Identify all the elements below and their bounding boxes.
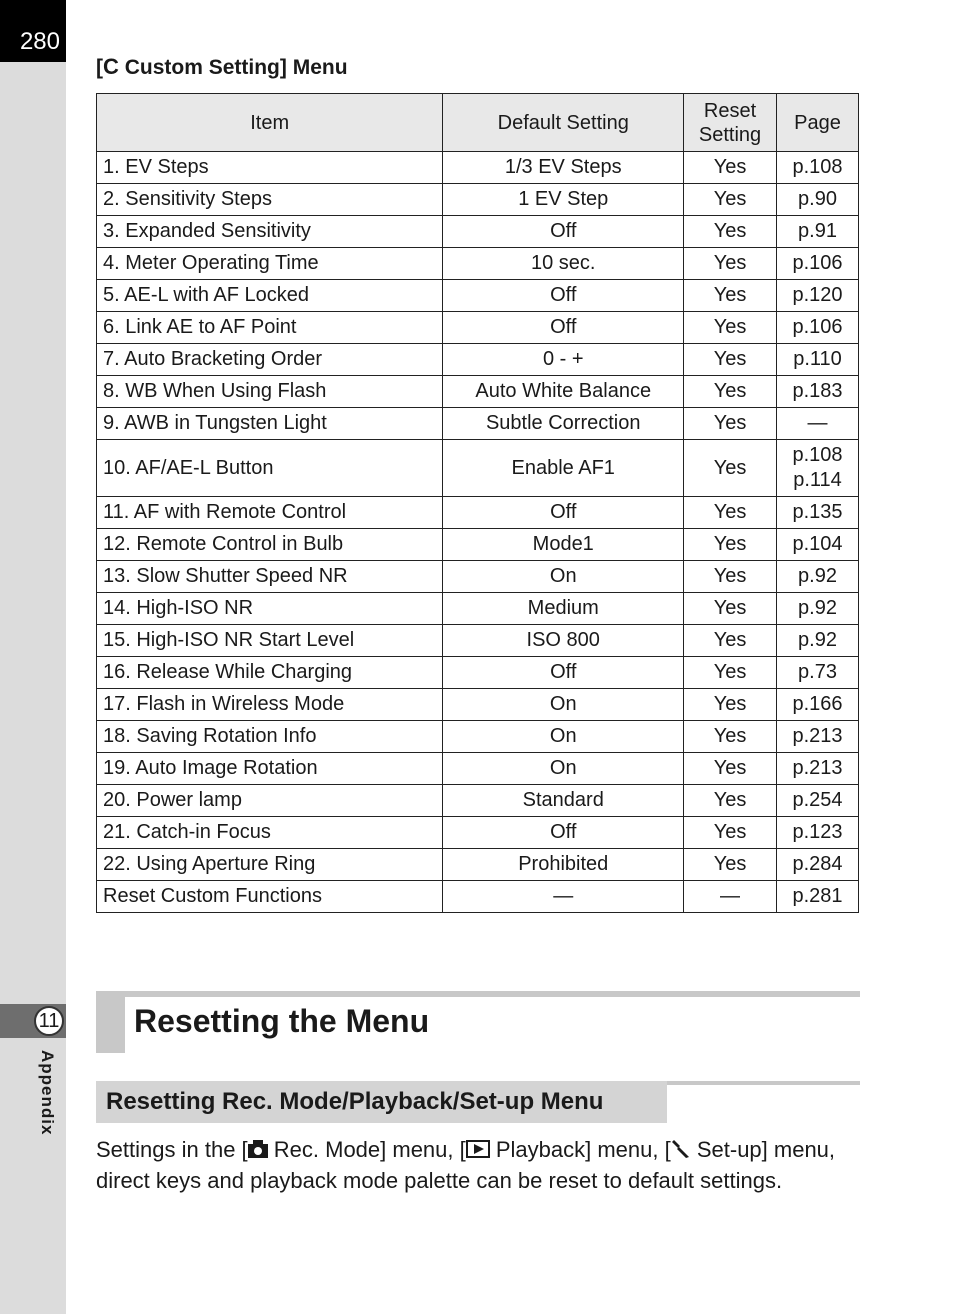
item-cell: 10. AF/AE-L Button [97,440,443,497]
table-row [97,561,859,593]
page-ref: p.106 [792,316,843,338]
default-cell: Prohibited [443,849,684,881]
reset-cell: Yes [684,152,777,184]
item-cell: 15. High-ISO NR Start Level [97,625,443,657]
item-cell: 17. Flash in Wireless Mode [97,689,443,721]
page-cell [777,408,859,440]
table-header-row [97,94,859,152]
table-row [97,344,859,376]
item-cell: 22. Using Aperture Ring [97,849,443,881]
table-row [97,817,859,849]
section-title-bar [96,991,860,1053]
reset-cell: Yes [684,497,777,529]
column-header: Page [777,94,859,152]
reset-cell: Yes [684,785,777,817]
reset-cell: Yes [684,529,777,561]
chapter-number: 11 [34,1006,64,1036]
table-row [97,152,859,184]
page-ref: — [807,412,828,434]
reset-cell: Yes [684,721,777,753]
table-row [97,881,859,913]
heading-text: Custom Setting] Menu [118,56,348,79]
page-ref: p.284 [792,853,843,875]
item-cell: 3. Expanded Sensitivity [97,216,443,248]
item-cell: 7. Auto Bracketing Order [97,344,443,376]
table-row [97,593,859,625]
custom-setting-heading [96,54,348,80]
page-cell [777,280,859,312]
default-cell: Off [443,216,684,248]
page-ref: p.183 [792,380,843,402]
page-ref: p.135 [792,501,843,523]
subsection-bar [96,1081,860,1123]
default-cell: — [443,881,684,913]
page-ref: p.92 [798,597,837,619]
item-cell: 16. Release While Charging [97,657,443,689]
default-cell: Standard [443,785,684,817]
reset-cell: Yes [684,689,777,721]
item-cell: 13. Slow Shutter Speed NR [97,561,443,593]
body-text: Rec. Mode] menu, [ [267,1137,466,1162]
page-cell [777,497,859,529]
reset-cell: Yes [684,561,777,593]
table-row [97,529,859,561]
reset-cell: Yes [684,817,777,849]
wrench-icon [671,1136,691,1166]
page-cell [777,689,859,721]
item-cell: 8. WB When Using Flash [97,376,443,408]
page-ref: p.254 [792,789,843,811]
reset-cell: Yes [684,216,777,248]
item-cell: 1. EV Steps [97,152,443,184]
page-cell [777,817,859,849]
reset-cell: Yes [684,657,777,689]
reset-cell: Yes [684,248,777,280]
reset-cell: — [684,881,777,913]
body-text: Settings in the [ [96,1137,248,1162]
subsection-title: Resetting Rec. Mode/Playback/Set-up Menu [106,1088,604,1115]
default-cell: Subtle Correction [443,408,684,440]
playback-icon [466,1136,490,1166]
page-ref: p.120 [792,284,843,306]
column-header: Default Setting [443,94,684,152]
default-cell: Auto White Balance [443,376,684,408]
reset-cell: Yes [684,625,777,657]
body-paragraph [96,1135,856,1196]
default-cell: On [443,753,684,785]
page-ref: p.123 [792,821,843,843]
page-ref: p.106 [792,252,843,274]
heading-bracket: [ [96,56,103,79]
default-cell: Medium [443,593,684,625]
reset-cell: Yes [684,440,777,497]
default-cell: Off [443,312,684,344]
default-cell: On [443,689,684,721]
reset-cell: Yes [684,593,777,625]
page-ref: p.281 [792,885,843,907]
item-cell: 14. High-ISO NR [97,593,443,625]
item-cell: 20. Power lamp [97,785,443,817]
camera-icon [248,1136,268,1166]
page-ref: p.90 [798,188,837,210]
page-ref: p.92 [798,629,837,651]
default-cell: Mode1 [443,529,684,561]
default-cell: Off [443,657,684,689]
table-row [97,280,859,312]
page-cell [777,440,859,497]
page-ref: p.114 [793,469,842,491]
item-cell: 4. Meter Operating Time [97,248,443,280]
page-cell [777,561,859,593]
page-cell [777,376,859,408]
table-row [97,408,859,440]
page-ref: p.108 [792,444,843,466]
page-cell [777,152,859,184]
table-row [97,625,859,657]
chapter-label: Appendix [38,1050,57,1136]
table-row [97,497,859,529]
page-ref: p.213 [792,725,843,747]
column-header: Reset Setting [684,94,777,152]
reset-cell: Yes [684,344,777,376]
table-row [97,785,859,817]
reset-cell: Yes [684,376,777,408]
item-cell: 2. Sensitivity Steps [97,184,443,216]
reset-cell: Yes [684,312,777,344]
page-cell [777,312,859,344]
default-cell: 10 sec. [443,248,684,280]
item-cell: 18. Saving Rotation Info [97,721,443,753]
custom-setting-table [96,93,859,913]
item-cell: 12. Remote Control in Bulb [97,529,443,561]
page-cell [777,657,859,689]
table-row [97,376,859,408]
item-cell: 6. Link AE to AF Point [97,312,443,344]
page-ref: p.104 [792,533,843,555]
item-cell: 19. Auto Image Rotation [97,753,443,785]
page-cell [777,184,859,216]
default-cell: Off [443,497,684,529]
reset-cell: Yes [684,184,777,216]
table-row [97,689,859,721]
title-marker [96,991,125,1053]
table-body [97,152,859,913]
page-cell [777,785,859,817]
table-row [97,721,859,753]
table-row [97,248,859,280]
custom-setting-icon: C [103,54,119,79]
default-cell: 1/3 EV Steps [443,152,684,184]
table-row [97,184,859,216]
default-cell: Off [443,817,684,849]
default-cell: On [443,721,684,753]
page-number: 280 [0,0,66,62]
page-ref: p.166 [792,693,843,715]
reset-cell: Yes [684,408,777,440]
body-text: Set-up] menu, direct keys and playback mode palette can be reset to default settings. [96,1137,836,1194]
page-cell [777,593,859,625]
page-cell [777,344,859,376]
page-cell [777,625,859,657]
page-ref: p.92 [798,565,837,587]
page-cell [777,753,859,785]
page-ref: p.110 [793,348,842,370]
reset-cell: Yes [684,753,777,785]
table-row [97,440,859,497]
page-ref: p.108 [792,156,843,178]
item-cell: 21. Catch-in Focus [97,817,443,849]
item-cell: Reset Custom Functions [97,881,443,913]
section-title: Resetting the Menu [134,1003,430,1039]
table-row [97,312,859,344]
default-cell: On [443,561,684,593]
reset-cell: Yes [684,849,777,881]
default-cell: Enable AF1 [443,440,684,497]
title-rule [96,991,860,997]
page-ref: p.213 [792,757,843,779]
item-cell: 5. AE-L with AF Locked [97,280,443,312]
default-cell: 0 - + [443,344,684,376]
column-header: Item [97,94,443,152]
page-ref: p.73 [798,661,837,683]
page-cell [777,721,859,753]
page-cell [777,849,859,881]
page-cell [777,881,859,913]
page-cell [777,216,859,248]
table-row [97,753,859,785]
item-cell: 11. AF with Remote Control [97,497,443,529]
page-ref: p.91 [798,220,837,242]
item-cell: 9. AWB in Tungsten Light [97,408,443,440]
table-row [97,216,859,248]
page-cell [777,248,859,280]
table-row [97,849,859,881]
default-cell: Off [443,280,684,312]
table-row [97,657,859,689]
default-cell: ISO 800 [443,625,684,657]
reset-cell: Yes [684,280,777,312]
body-text: Playback] menu, [ [489,1137,671,1162]
page-cell [777,529,859,561]
default-cell: 1 EV Step [443,184,684,216]
